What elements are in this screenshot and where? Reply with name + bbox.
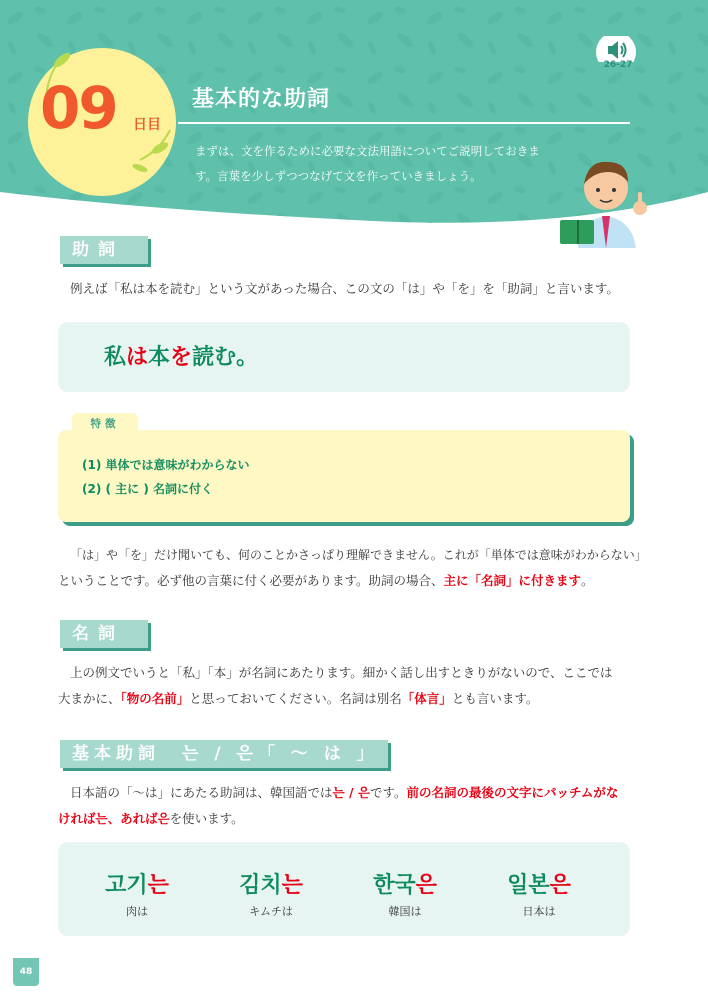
korean-example <box>206 868 336 919</box>
text-run: ということです。必ず他の言葉に付く必要があります。助詞の場合、 <box>58 573 444 588</box>
features-tab: 特徴 <box>72 413 138 435</box>
section-heading-noun: 名詞 <box>60 620 148 648</box>
highlight-text: 主に「名詞」に付きます <box>443 573 582 588</box>
feature-item: (1) 単体では意味がわからない <box>82 458 250 472</box>
korean-particle: 는 <box>147 873 169 898</box>
japanese-gloss: 日本は <box>522 905 556 918</box>
example-sentence <box>104 340 258 371</box>
example-part: 私 <box>104 345 127 370</box>
korean-particle: 는 <box>281 873 303 898</box>
japanese-gloss: 韓国は <box>388 905 422 918</box>
text-run: 。 <box>581 573 594 588</box>
text-run: です。 <box>369 785 407 800</box>
section1-paragraph: 例えば「私は本を読む」という文があった場合、この文の「は」や「を」を「助詞」と言います。 <box>70 281 619 296</box>
korean-stem: 일본 <box>507 873 550 898</box>
section2-line-1: 上の例文でいうと「私」「本」が名詞にあたります。細かく話し出すときりがないので、ここでは <box>70 665 613 680</box>
day-suffix: 日目 <box>133 117 161 133</box>
highlight-text: 前の名詞の最後の文字にパッチムがな <box>406 785 619 800</box>
intro-line-1: まずは、文を作るために必要な文法用語についてご説明しておきま <box>195 144 540 158</box>
korean-stem: 김치 <box>239 873 282 898</box>
text-run: を使います。 <box>169 811 244 826</box>
teacher-illustration <box>558 148 658 248</box>
japanese-gloss: キムチは <box>249 905 293 918</box>
section-heading-basic-particle: 基本助詞 는 / 은「 ～ は 」 <box>60 740 388 768</box>
explanation-line-2 <box>58 568 594 594</box>
highlight-text: ければ는、あれば은 <box>58 811 170 826</box>
text-run: とも言います。 <box>451 691 539 706</box>
korean-particle: 은 <box>549 873 571 898</box>
example-part: 読む。 <box>192 345 259 370</box>
section2-line-2 <box>58 686 538 712</box>
text-run: と思っておいてください。名詞は別名 <box>189 691 402 706</box>
section3-line-1 <box>70 780 618 806</box>
example-particle: は <box>126 345 149 370</box>
intro-line-2: す。言葉を少しずつつなげて文を作っていきましょう。 <box>195 169 482 183</box>
features-box <box>58 430 630 522</box>
highlight-text: 는 / 은 <box>332 785 370 800</box>
speaker-icon[interactable] <box>596 36 636 62</box>
korean-example <box>72 868 202 919</box>
highlight-text: 「物の名前」 <box>120 691 190 706</box>
feature-item: (2) ( 主に ) 名詞に付く <box>82 482 213 496</box>
page-title: 基本的な助詞 <box>192 87 331 112</box>
korean-stem: 고기 <box>105 873 148 898</box>
text-run: 大まかに、 <box>58 691 121 706</box>
korean-stem: 한국 <box>373 873 416 898</box>
day-number: 09 <box>40 74 117 142</box>
page-number: 48 <box>13 958 39 986</box>
section-heading-particles: 助詞 <box>60 236 148 264</box>
title-underline <box>178 122 630 124</box>
korean-particle: 은 <box>415 873 437 898</box>
example-part: 本 <box>148 345 171 370</box>
audio-track-numbers: 26-27 <box>603 60 633 70</box>
section3-line-2 <box>58 806 244 832</box>
example-particle: を <box>170 345 193 370</box>
highlight-text: 「体言」 <box>401 691 452 706</box>
korean-example <box>340 868 470 919</box>
korean-example <box>474 868 604 919</box>
explanation-line-1: 「は」や「を」だけ聞いても、何のことかさっぱり理解できません。これが「単体では意味がわからない」 <box>70 548 647 562</box>
japanese-gloss: 肉は <box>126 905 148 918</box>
text-run: 日本語の「～は」にあたる助詞は、韓国語では <box>70 785 333 800</box>
